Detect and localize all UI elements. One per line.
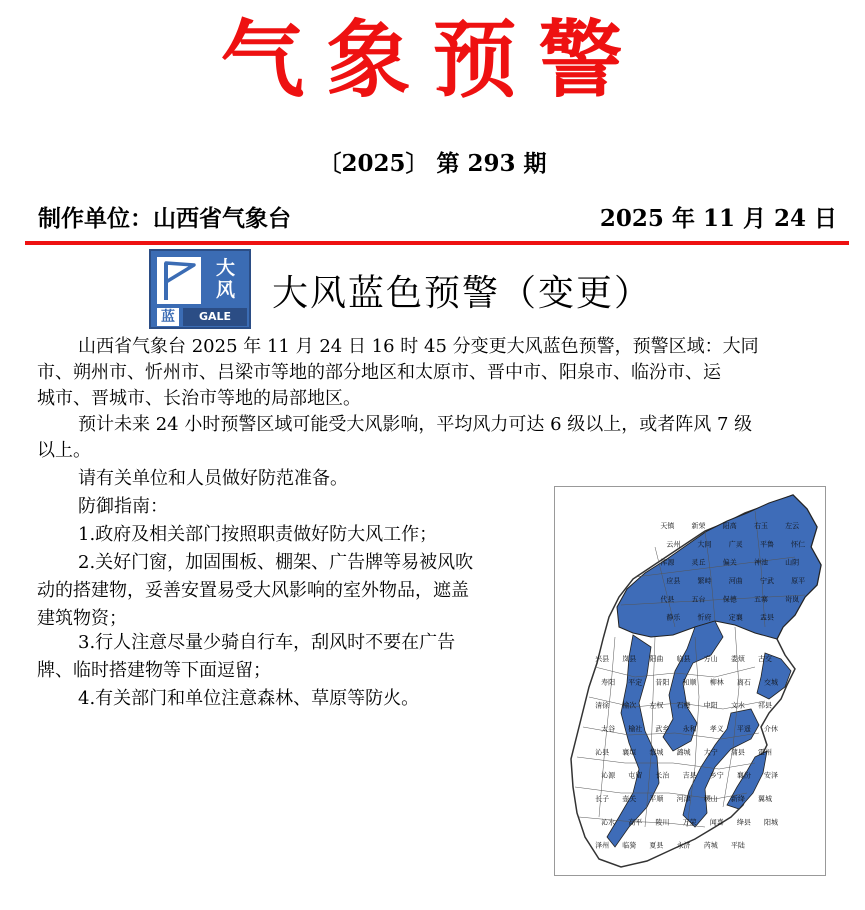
south-county-label: 吉县 (682, 771, 697, 780)
south-county-label: 文水 (730, 701, 745, 710)
south-county-label: 霍州 (758, 748, 772, 757)
north-county-label: 五台 (691, 595, 706, 604)
north-county-label: 保德 (722, 595, 737, 604)
north-county-label: 宁武 (759, 577, 774, 585)
south-county-label: 介休 (764, 725, 778, 733)
north-warning-region (617, 495, 821, 639)
south-county-label: 乡宁 (709, 771, 724, 780)
issue-date: 2025 年 11 月 24 日 (599, 205, 837, 232)
south-county-label: 稷山 (703, 795, 718, 803)
body-line-1: 山西省气象台 2025 年 11 月 24 日 16 时 45 分变更大风蓝色预警，预警区域：大同 (78, 336, 759, 357)
south-county-label: 万荣 (682, 818, 697, 827)
body-line-10: 动的搭建物，妥善安置易受大风影响的室外物品，遮盖 (37, 580, 469, 601)
south-county-label: 襄垣 (622, 748, 637, 757)
north-county-label: 五寨 (753, 595, 768, 604)
north-county-label: 原平 (791, 577, 806, 585)
north-county-label: 广灵 (728, 540, 743, 549)
south-county-label: 黎城 (649, 748, 664, 757)
south-county-label: 河津 (676, 795, 691, 803)
south-county-label: 昔阳 (655, 678, 670, 687)
icon-char-1: 大 (215, 257, 235, 279)
south-county-label: 兴县 (595, 655, 610, 663)
south-county-label: 柳林 (709, 678, 724, 687)
south-county-label: 泽州 (595, 841, 610, 850)
south-county-label: 岚县 (622, 655, 637, 663)
body-line-3: 城市、晋城市、长治市等地的局部地区。 (37, 388, 361, 409)
gale-blue-warning-icon (149, 249, 251, 329)
body-line-4: 预计未来 24 小时预警区域可能受大风影响，平均风力可达 6 级以上，或者阵风 7 级 (78, 414, 753, 435)
south-county-label: 屯留 (628, 771, 643, 780)
south-county-label: 夏县 (649, 841, 664, 850)
south-county-label: 陵川 (655, 818, 670, 827)
south-county-label: 榆社 (628, 725, 643, 733)
south-county-label: 太谷 (601, 725, 616, 733)
south-county-label: 古交 (758, 655, 772, 663)
body-line-2: 市、朔州市、忻州市、吕梁市等地的部分地区和太原市、晋中市、阳泉市、临汾市、运 (37, 362, 721, 383)
document-title: 气象预警 (220, 10, 645, 109)
south-county-label: 娄烦 (730, 655, 745, 663)
north-county-label: 偏关 (722, 558, 737, 567)
south-county-label: 安泽 (764, 771, 778, 780)
header-divider (25, 241, 849, 245)
north-county-label: 盂县 (759, 613, 774, 622)
north-county-label: 繁峙 (697, 577, 712, 585)
south-county-label: 潞城 (676, 748, 691, 757)
north-county-label: 代县 (660, 595, 675, 604)
south-county-label: 永和 (682, 725, 697, 733)
south-county-label: 交城 (764, 678, 778, 687)
body-line-7: 防御指南： (78, 496, 168, 517)
south-county-label: 翼城 (758, 795, 772, 803)
south-county-label: 榆次 (622, 701, 637, 710)
north-county-label: 河曲 (728, 577, 743, 585)
wind-flag-icon (157, 257, 201, 304)
body-line-11: 建筑物资； (37, 608, 127, 629)
south-county-label: 襄汾 (736, 771, 751, 780)
body-line-14: 4.有关部门和单位注意森林、草原等防火。 (78, 688, 420, 709)
north-county-label: 山阴 (785, 558, 800, 567)
body-line-5: 以上。 (37, 440, 91, 461)
south-county-label: 芮城 (703, 841, 718, 850)
body-line-8: 1.政府及相关部门按照职责做好防大风工作； (78, 524, 438, 545)
producer: 制作单位：山西省气象台 (38, 205, 291, 232)
south-county-label: 祁县 (758, 701, 772, 710)
north-county-label: 神池 (753, 558, 768, 567)
south-county-label: 左权 (649, 701, 664, 710)
north-county-label: 天镇 (660, 522, 675, 530)
south-county-label: 阳曲 (649, 655, 664, 663)
icon-type-text (204, 257, 247, 304)
north-county-label: 云州 (666, 540, 681, 549)
north-county-label: 忻府 (697, 613, 712, 622)
warning-title: 大风蓝色预警（变更） (272, 273, 653, 314)
body-line-6: 请有关单位和人员做好防范准备。 (78, 468, 348, 489)
north-county-label: 左云 (785, 522, 800, 530)
south-county-label: 沁县 (595, 748, 610, 757)
icon-level-text: 蓝 (157, 308, 179, 326)
warning-area-map (554, 486, 826, 876)
north-county-label: 大同 (697, 540, 712, 549)
south-county-label: 壶关 (622, 795, 637, 803)
south-county-label: 闻喜 (709, 818, 724, 827)
body-line-12: 3.行人注意尽量少骑自行车，刮风时不要在广告 (78, 632, 456, 653)
south-county-label: 大宁 (703, 748, 718, 757)
south-county-label: 方山 (703, 655, 718, 663)
south-county-label: 临猗 (622, 841, 637, 850)
south-county-label: 蒲县 (730, 748, 745, 757)
south-county-label: 武乡 (655, 725, 670, 733)
body-line-13: 牌、临时搭建物等下面逗留； (37, 660, 271, 681)
south-county-label: 中阳 (703, 701, 718, 710)
south-county-label: 沁水 (601, 818, 616, 827)
south-county-label: 平顺 (649, 795, 664, 803)
icon-char-2: 风 (215, 279, 235, 301)
south-county-label: 离石 (736, 678, 751, 687)
shanxi-map-svg (555, 487, 825, 875)
icon-english-text: GALE (183, 308, 247, 326)
north-county-label: 应县 (666, 577, 681, 585)
south-county-label: 绛县 (736, 818, 751, 827)
south-county-label: 沁源 (601, 771, 616, 780)
south-county-label: 永济 (676, 841, 691, 850)
north-county-label: 右玉 (753, 522, 768, 530)
south-county-label: 孝义 (709, 725, 724, 733)
issue-number: 〔2025〕 第 293 期 (318, 150, 547, 177)
body-line-9: 2.关好门窗，加固围板、棚架、广告牌等易被风吹 (78, 552, 474, 573)
south-county-label: 和顺 (682, 678, 697, 687)
north-county-label: 新荣 (691, 522, 706, 530)
north-county-label: 阳高 (722, 522, 737, 530)
north-county-label: 怀仁 (791, 540, 806, 549)
south-county-label: 高平 (628, 818, 643, 827)
north-county-label: 静乐 (666, 613, 681, 622)
south-county-label: 长治 (655, 771, 670, 780)
south-county-label: 平陆 (730, 841, 745, 850)
north-county-label: 定襄 (728, 613, 743, 622)
north-county-label: 平鲁 (759, 540, 774, 549)
south-county-label: 临县 (676, 655, 691, 663)
south-county-label: 平定 (628, 678, 643, 687)
south-county-label: 石楼 (676, 701, 691, 710)
north-county-label: 岢岚 (785, 595, 800, 604)
south-county-label: 新绛 (730, 795, 745, 803)
south-county-label: 平遥 (736, 725, 751, 733)
south-county-label: 长子 (595, 795, 610, 803)
south-county-label: 寿阳 (601, 678, 616, 687)
south-county-label: 阳城 (764, 818, 778, 827)
south-county-label: 清徐 (595, 701, 610, 710)
north-county-label: 浑源 (660, 558, 675, 567)
north-county-label: 灵丘 (691, 558, 706, 567)
